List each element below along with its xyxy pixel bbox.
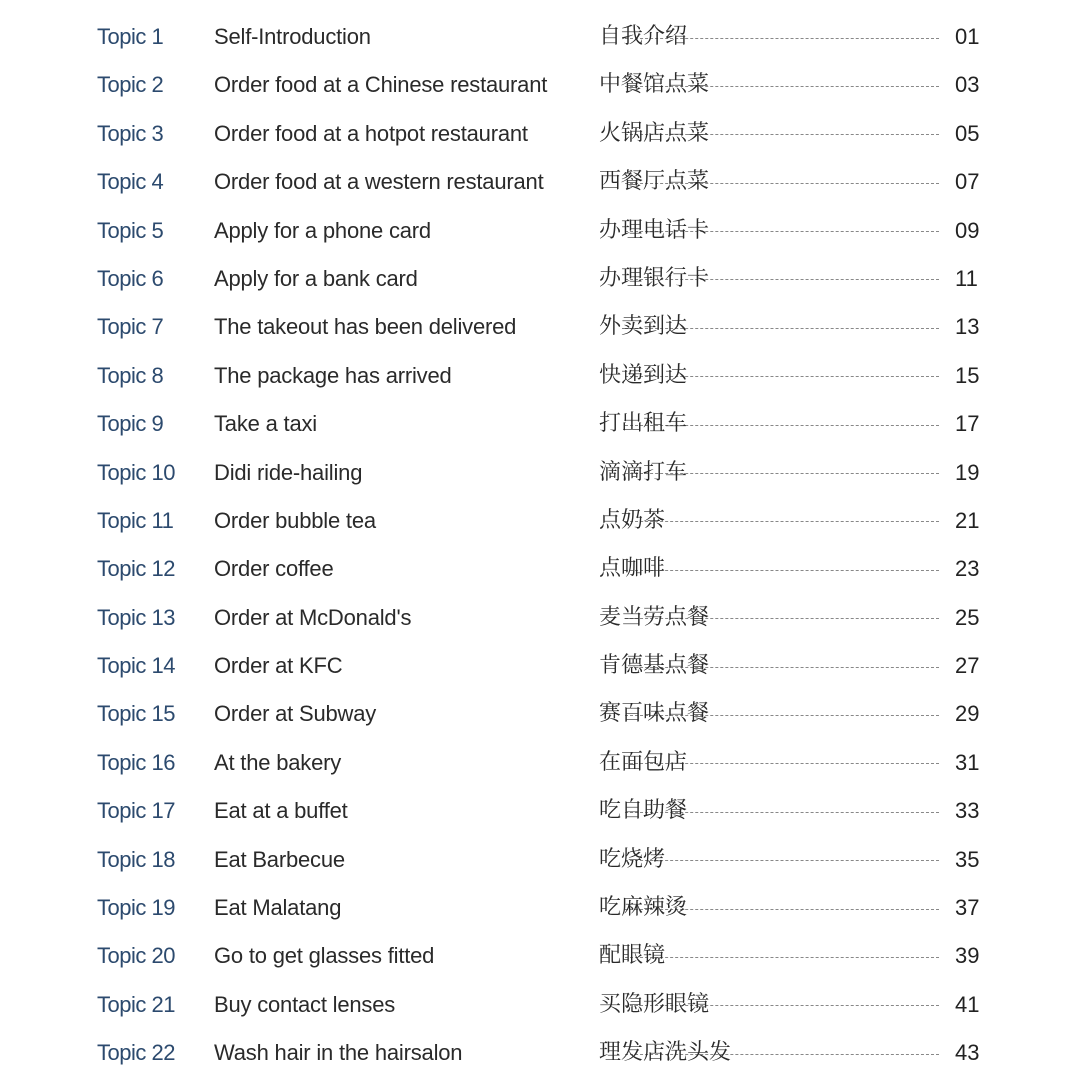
toc-row[interactable] (0, 787, 1080, 835)
page-number: 27 (955, 653, 980, 679)
topic-title-chinese: 吃烧烤 (599, 846, 666, 872)
topic-title-chinese-with-leader (599, 545, 939, 593)
topic-title-english: Apply for a bank card (214, 265, 418, 291)
topic-title-chinese: 吃麻辣烫 (599, 895, 688, 921)
topic-number: Topic 18 (97, 846, 175, 872)
topic-title-english: Self-Introduction (214, 24, 371, 49)
topic-title-chinese: 办理银行卡 (599, 265, 710, 291)
topic-title-chinese-with-leader (599, 207, 939, 255)
topic-title-english: Take a taxi (214, 411, 317, 437)
topic-number: Topic 3 (97, 120, 164, 146)
topic-number: Topic 16 (97, 749, 175, 775)
topic-title-chinese: 理发店洗头发 (599, 1040, 732, 1066)
page-number: 29 (955, 701, 980, 727)
page-number: 39 (955, 943, 980, 969)
topic-title-english: Eat at a buffet (214, 798, 348, 824)
topic-number: Topic 7 (97, 314, 164, 340)
topic-title-chinese-with-leader (599, 61, 939, 109)
topic-number: Topic 20 (97, 943, 175, 969)
dotted-leader (625, 957, 939, 958)
topic-title-chinese: 中餐馆点菜 (599, 72, 710, 98)
dotted-leader (625, 860, 939, 861)
toc-row[interactable] (0, 303, 1080, 351)
page-number: 05 (955, 120, 980, 146)
page-number: 07 (955, 169, 980, 195)
topic-title-chinese: 赛百味点餐 (599, 701, 710, 727)
topic-number: Topic 19 (97, 895, 175, 921)
page-number: 11 (955, 265, 978, 291)
topic-title-english: Order bubble tea (214, 507, 376, 533)
topic-title-english: Didi ride-hailing (214, 459, 363, 485)
page-number: 43 (955, 1040, 980, 1066)
toc-row[interactable] (0, 352, 1080, 400)
topic-title-chinese-with-leader (599, 594, 939, 642)
topic-title-chinese-with-leader (599, 110, 939, 158)
topic-number: Topic 8 (97, 362, 164, 388)
topic-title-english: Wash hair in the hairsalon (214, 1040, 463, 1066)
topic-title-chinese: 麦当劳点餐 (599, 604, 710, 630)
toc-row[interactable] (0, 158, 1080, 206)
topic-title-chinese-with-leader (599, 642, 939, 690)
topic-title-chinese-with-leader (599, 13, 939, 61)
topic-number: Topic 21 (97, 991, 175, 1017)
topic-title-chinese-with-leader (599, 1029, 939, 1077)
toc-row[interactable] (0, 255, 1080, 303)
page-number: 15 (955, 362, 980, 388)
topic-title-english: Apply for a phone card (214, 217, 431, 243)
toc-row[interactable] (0, 207, 1080, 255)
toc-row[interactable] (0, 836, 1080, 884)
topic-title-chinese: 买隐形眼镜 (599, 991, 710, 1017)
topic-number: Topic 17 (97, 798, 175, 824)
topic-title-english: Eat Barbecue (214, 846, 345, 872)
topic-title-english: Order food at a hotpot restaurant (214, 120, 528, 146)
topic-title-english: The takeout has been delivered (214, 314, 517, 340)
topic-number: Topic 5 (97, 217, 164, 243)
topic-title-chinese-with-leader (599, 739, 939, 787)
topic-title-english: The package has arrived (214, 362, 452, 388)
topic-title-chinese: 办理电话卡 (599, 217, 710, 243)
topic-title-chinese: 外卖到达 (599, 314, 688, 340)
topic-title-chinese: 在面包店 (599, 749, 688, 775)
topic-title-chinese-with-leader (599, 303, 939, 351)
topic-title-chinese-with-leader (599, 449, 939, 497)
page-number: 17 (955, 411, 980, 437)
topic-title-chinese-with-leader (599, 690, 939, 738)
topic-number: Topic 22 (97, 1040, 175, 1066)
toc-row[interactable] (0, 739, 1080, 787)
page-number: 13 (955, 314, 980, 340)
topic-title-chinese-with-leader (599, 158, 939, 206)
page-number: 31 (955, 749, 980, 775)
topic-title-chinese-with-leader (599, 981, 939, 1029)
topic-number: Topic 12 (97, 556, 175, 582)
topic-title-chinese: 西餐厅点菜 (599, 169, 710, 195)
topic-number: Topic 1 (97, 24, 164, 49)
topic-title-chinese: 吃自助餐 (599, 798, 688, 824)
topic-number: Topic 9 (97, 411, 164, 437)
toc-row[interactable] (0, 61, 1080, 109)
topic-number: Topic 15 (97, 701, 175, 727)
page-number: 33 (955, 798, 980, 824)
topic-title-chinese-with-leader (599, 352, 939, 400)
toc-row[interactable] (0, 1029, 1080, 1077)
page-number: 37 (955, 895, 980, 921)
topic-title-english: Order food at a Chinese restaurant (214, 72, 548, 98)
toc-row[interactable] (0, 642, 1080, 690)
topic-title-chinese: 打出租车 (599, 411, 688, 437)
page-number: 25 (955, 604, 980, 630)
topic-title-chinese-with-leader (599, 932, 939, 980)
toc-row[interactable] (0, 594, 1080, 642)
topic-title-chinese: 火锅店点菜 (599, 120, 710, 146)
toc-row[interactable] (0, 497, 1080, 545)
dotted-leader (625, 521, 939, 522)
topic-title-english: Eat Malatang (214, 895, 342, 921)
toc-row[interactable] (0, 884, 1080, 932)
toc-row[interactable] (0, 13, 1080, 61)
toc-row[interactable] (0, 449, 1080, 497)
toc-row[interactable] (0, 690, 1080, 738)
topic-number: Topic 10 (97, 459, 175, 485)
topic-title-chinese: 点奶茶 (599, 507, 666, 533)
toc-row[interactable] (0, 110, 1080, 158)
page-number: 01 (955, 24, 980, 49)
topic-title-chinese: 滴滴打车 (599, 459, 688, 485)
topic-title-chinese: 快递到达 (599, 362, 688, 388)
page-number: 23 (955, 556, 980, 582)
page-number: 21 (955, 507, 980, 533)
topic-title-chinese: 自我介绍 (599, 24, 688, 49)
page-number: 19 (955, 459, 980, 485)
topic-title-english: Order at KFC (214, 653, 343, 679)
topic-title-english: At the bakery (214, 749, 342, 775)
topic-title-english: Buy contact lenses (214, 991, 396, 1017)
page-number: 41 (955, 991, 980, 1017)
topic-title-english: Go to get glasses fitted (214, 943, 435, 969)
topic-title-english: Order food at a western restaurant (214, 169, 544, 195)
topic-title-english: Order coffee (214, 556, 334, 582)
toc-row[interactable] (0, 400, 1080, 448)
topic-number: Topic 14 (97, 653, 175, 679)
topic-number: Topic 6 (97, 265, 164, 291)
table-of-contents (0, 13, 1080, 1078)
topic-number: Topic 4 (97, 169, 164, 195)
toc-row[interactable] (0, 545, 1080, 593)
topic-title-chinese-with-leader (599, 884, 939, 932)
page-number: 03 (955, 72, 980, 98)
topic-title-chinese-with-leader (599, 255, 939, 303)
page-number: 09 (955, 217, 980, 243)
topic-title-chinese-with-leader (599, 836, 939, 884)
topic-title-chinese-with-leader (599, 787, 939, 835)
topic-title-chinese: 点咖啡 (599, 556, 666, 582)
topic-title-chinese-with-leader (599, 400, 939, 448)
topic-number: Topic 13 (97, 604, 175, 630)
topic-title-chinese: 肯德基点餐 (599, 653, 710, 679)
topic-number: Topic 11 (97, 507, 174, 533)
topic-title-english: Order at Subway (214, 701, 377, 727)
topic-title-chinese: 配眼镜 (599, 943, 666, 969)
toc-row[interactable] (0, 981, 1080, 1029)
dotted-leader (625, 570, 939, 571)
topic-title-chinese-with-leader (599, 497, 939, 545)
toc-row[interactable] (0, 932, 1080, 980)
topic-number: Topic 2 (97, 72, 164, 98)
page-number: 35 (955, 846, 980, 872)
topic-title-english: Order at McDonald's (214, 604, 412, 630)
